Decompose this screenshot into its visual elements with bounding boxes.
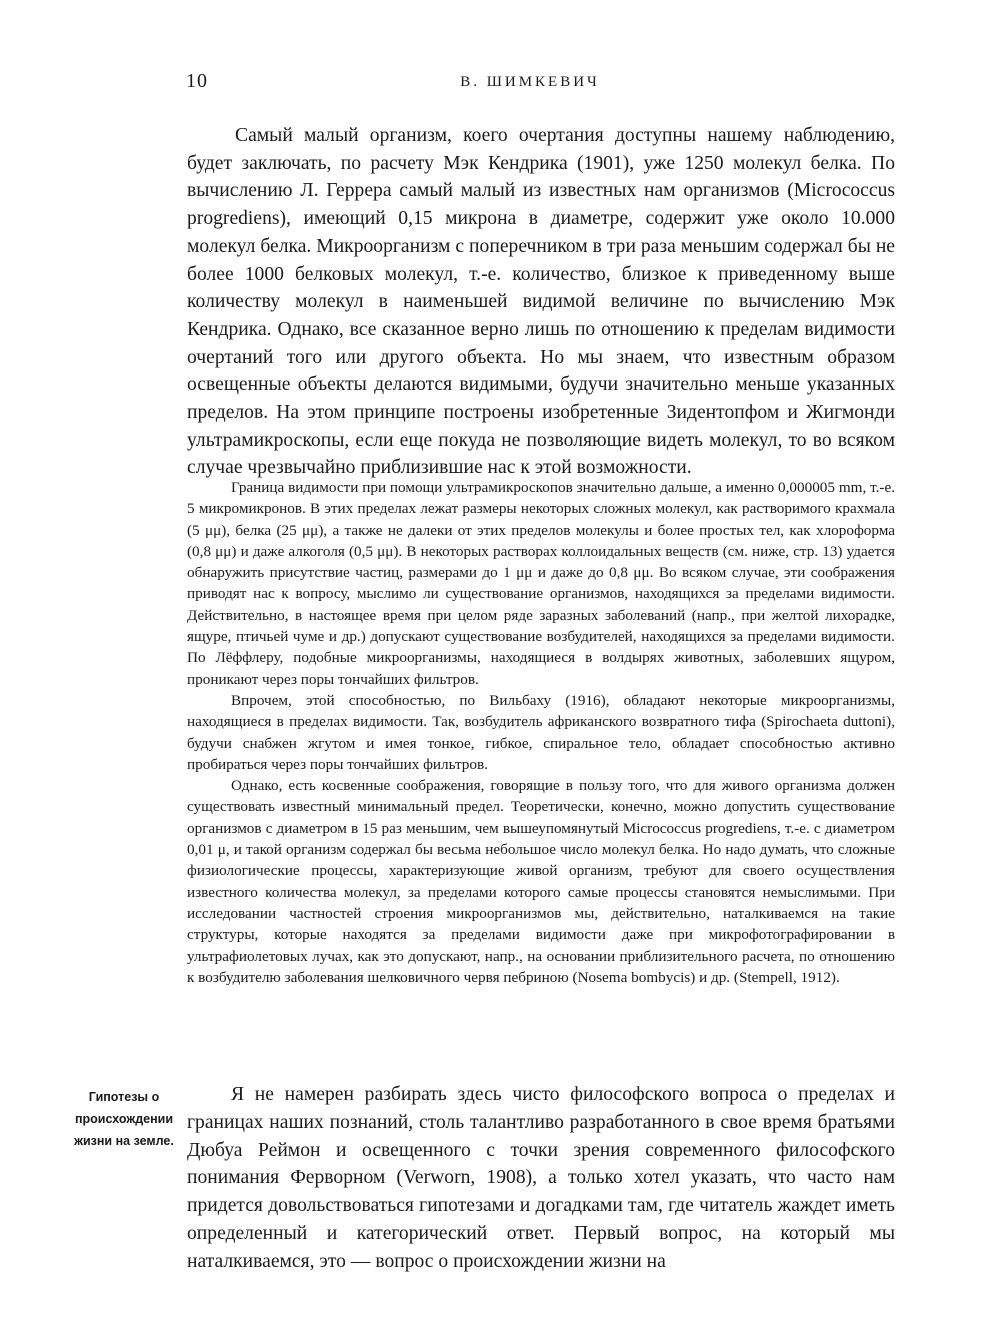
last-paragraph-block xyxy=(187,1081,895,1276)
running-head: В. ШИМКЕВИЧ xyxy=(460,74,600,90)
small-print-paragraph-1: Граница видимости при помощи ультрамикроскопов значительно дальше, а именно 0,000005 mm, т.-е. 5 микромикронов. В этих пределах лежат размеры некоторых сложных молекул, как растворимого крахмала (5 μμ), белка (25 μμ), а также не далеки от этих пределов молекулы и более простых тел, как хлороформа (0,8 μμ) и даже алкоголя (0,5 μμ). В некоторых растворах коллоидальных веществ (см. ниже, стр. 13) удается обнаружить присутствие частиц, размерами до 1 μμ и даже до 0,8 μμ. Во всяком случае, эти соображения приводят нас к вопросу, мыслимо ли существование организмов, находящихся за пределами видимости. Действительно, в настоящее время при целом ряде заразных заболеваний (напр., при желтой лихорадке, ящуре, птичьей чуме и др.) допускают существование возбудителей, находящихся за пределами видимости. По Лёффлеру, подобные микроорганизмы, находящиеся в волдырях животных, заболевших ящуром, проникают через поры тончайших фильтров. xyxy=(187,479,895,688)
main-paragraph-block xyxy=(187,122,895,482)
small-print-paragraph-2: Впрочем, этой способностью, по Вильбаху (1916), обладают некоторые микроорганизмы, находящиеся в пределах видимости. Так, возбудитель африканского возвратного тифа (Spirochaeta duttoni), будучи снабжен жгутом и имея тонкое, гибкое, спиральное тело, обладает способностью активно пробираться через поры тончайших фильтров. xyxy=(187,691,895,773)
last-paragraph: Я не намерен разбирать здесь чисто философского вопроса о пределах и границах наших познаний, столь талантливо разработанного в свое время братьями Дюбуа Реймон и освещенного с точки зрения современного философского понимания Ферворном (Verworn, 1908), а только хотел указать, что часто нам придется довольствоваться гипотезами и догадками там, где читатель жаждет иметь определенный и категорический ответ. Первый вопрос, на который мы наталкиваемся, это — вопрос о происхождении жизни на xyxy=(187,1084,895,1272)
margin-note: Гипотезы о происхождении жизни на земле. xyxy=(74,1090,174,1148)
small-print-block xyxy=(187,477,895,988)
small-print-paragraph-3: Однако, есть косвенные соображения, говорящие в пользу того, что для живого организма должен существовать известный минимальный предел. Теоретически, конечно, можно допустить существование организмов с диаметром в 15 раз меньшим, чем вышеупомянутый Micrococcus progrediens, т.-е. с диаметром 0,01 μ, и такой организм содержал бы весьма небольшое число молекул белка. Но надо думать, что сложные физиологические процессы, характеризующие живой организм, требуют для своего осуществления известного количества молекул, за пределами которого самые процессы становятся немыслимыми. При исследовании частностей строения микроорганизмов мы, действительно, наталкиваемся на такие структуры, которые находятся за пределами видимости даже при микрофотографировании в ультрафиолетовых лучах, как это допускают, напр., на основании приблизительного расчета, по отношению к возбудителю заболевания шелковичного червя пебриною (Nosema bombycis) и др. (Stempell, 1912). xyxy=(187,777,895,986)
main-paragraph: Самый малый организм, коего очертания доступны нашему наблюдению, будет заключать, по расчету Мэк Кендрика (1901), уже 1250 молекул белка. По вычислению Л. Геррера самый малый из известных нам организмов (Micrococcus progrediens), имеющий 0,15 микрона в диаметре, содержит уже около 10.000 молекул белка. Микроорганизм с поперечником в три раза меньшим содержал бы не более 1000 белковых молекул, т.-е. количество, близкое к приведенному выше количеству молекул в наименьшей видимой величине по вычислению Мэк Кендрика. Однако, все сказанное верно лишь по отношению к пределам видимости очертаний того или другого объекта. Но мы знаем, что известным образом освещенные объекты делаются видимыми, будучи значительно меньше указанных пределов. На этом принципе построены изобретенные Зидентопфом и Жигмонди ультрамикроскопы, если еще покуда не позволяющие видеть молекул, то во всяком случае чрезвычайно приблизившие нас к этой возможности. xyxy=(187,125,895,479)
page-number: 10 xyxy=(186,70,208,92)
